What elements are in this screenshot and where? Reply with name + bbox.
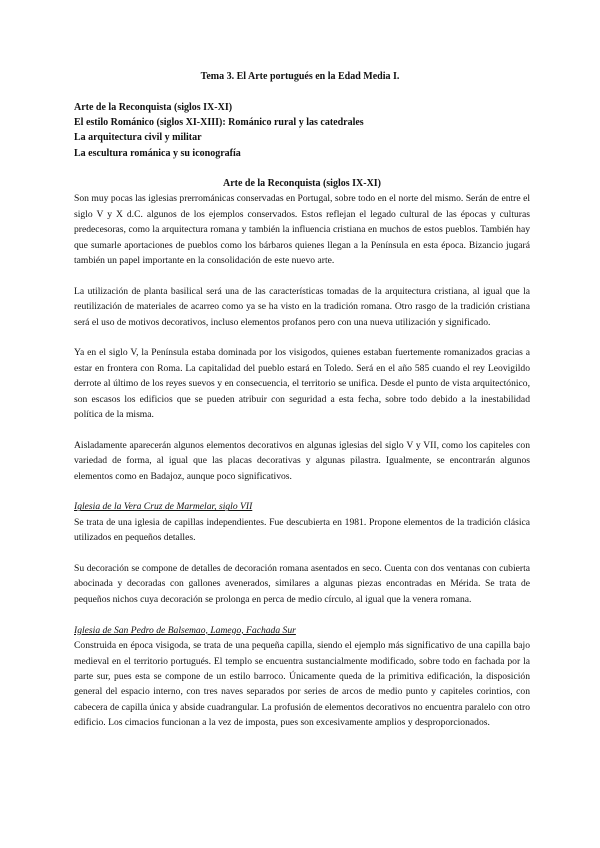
- outline-item: El estilo Románico (siglos XI-XIII): Románico rural y las catedrales: [74, 117, 364, 129]
- topic-outline: [74, 100, 534, 161]
- section-heading: Arte de la Reconquista (siglos IX-XI): [222, 178, 382, 189]
- outline-item: La escultura románica y su iconografía: [74, 147, 241, 159]
- outline-item: La arquitectura civil y militar: [74, 132, 202, 144]
- outline-item: Arte de la Reconquista (siglos IX-XI): [74, 102, 233, 113]
- body-paragraph: Su decoración se compone de detalles de decoración romana asentados en seco. Cuenta con dos ventanas con cubierta abocinada y decoradas con gallones avenerados, similares a algunas piezas encontradas en Mérida. Se trata de pequeños nichos cuya decoración se prolonga en perca de medio círculo, al igual que la venera romana.: [74, 563, 530, 605]
- document-body: [74, 176, 530, 731]
- body-paragraph: La utilización de planta basilical será una de las características tomadas de la arquitectura cristiana, al igual que la reutilización de materiales de acarreo como ya se ha visto en la tradición romana. Otro rasgo de la tradición cristiana será el uso de motivos decorativos, incluso elementos profanos pero con una nueva utilización y significado.: [74, 285, 530, 328]
- document-title: Tema 3. El Arte portugués en la Edad Media I.: [200, 71, 400, 82]
- church-heading: Iglesia de San Pedro de Balsemao, Lamego, Fachada Sur: [74, 624, 296, 636]
- body-paragraph: Se trata de una iglesia de capillas independientes. Fue descubierta en 1981. Propone elementos de la tradición clásica utilizados en pequeños detalles.: [74, 516, 530, 544]
- body-paragraph: Son muy pocas las iglesias prerrománicas conservadas en Portugal, sobre todo en el norte del mismo. Serán de entre el siglo V y X d.C. algunos de los ejemplos conservados. Estos reflejan el legado cultural de las épocas y culturas predecesoras, como la arquitectura romana y también la influencia cristiana en muchos de estos pueblos. También hay que sumarle aportaciones de pueblos como los bárbaros quienes llegan a la Península en esta época. Bizancio jugará también un papel importante en la consolidación de este nuevo arte.: [74, 193, 530, 267]
- body-paragraph: Aisladamente aparecerán algunos elementos decorativos en algunas iglesias del siglo V y VII, como los capiteles con variedad de forma, al igual que las placas decorativas y algunas pilastra. Igualmente, se encontrarán algunos elementos como en Badajoz, aunque poco significativos.: [74, 439, 530, 482]
- church-heading: Iglesia de la Vera Cruz de Marmelar, siglo VII: [74, 501, 253, 513]
- body-paragraph: Ya en el siglo V, la Península estaba dominada por los visigodos, quienes estaban fuertemente romanizados gracias a estar en frontera con Roma. La capitalidad del pueblo estará en Toledo. Será en el año 585 cuando el rey Leovigildo derrote al último de los reyes suevos y en consecuencia, el territorio se unifica. Desde el punto de vista arquitectónico, son escasos los edificios que se pueden atribuir con seguridad a esta fecha, sobre todo debido a la inestabilidad política de la misma.: [74, 347, 530, 421]
- body-paragraph: Construida en época visigoda, se trata de una pequeña capilla, siendo el ejemplo más significativo de una capilla bajo medieval en el territorio portugués. El templo se encuentra sustancialmente modificado, sobre todo en fachada por la parte sur, pues esta se compone de un estilo barroco. Únicamente queda de la primitiva edificación, la disposición general del espacio interno, con tres naves separados por series de arcos de medio punto y capiteles corintios, con cabecera de capilla única y abside cuadrangular. La profusión de elementos decorativos no encuentra paralelo con otro edificio. Los cimacios funcionan a la vez de imposta, pues son excesivamente amplios y desproporcionados.: [74, 640, 530, 729]
